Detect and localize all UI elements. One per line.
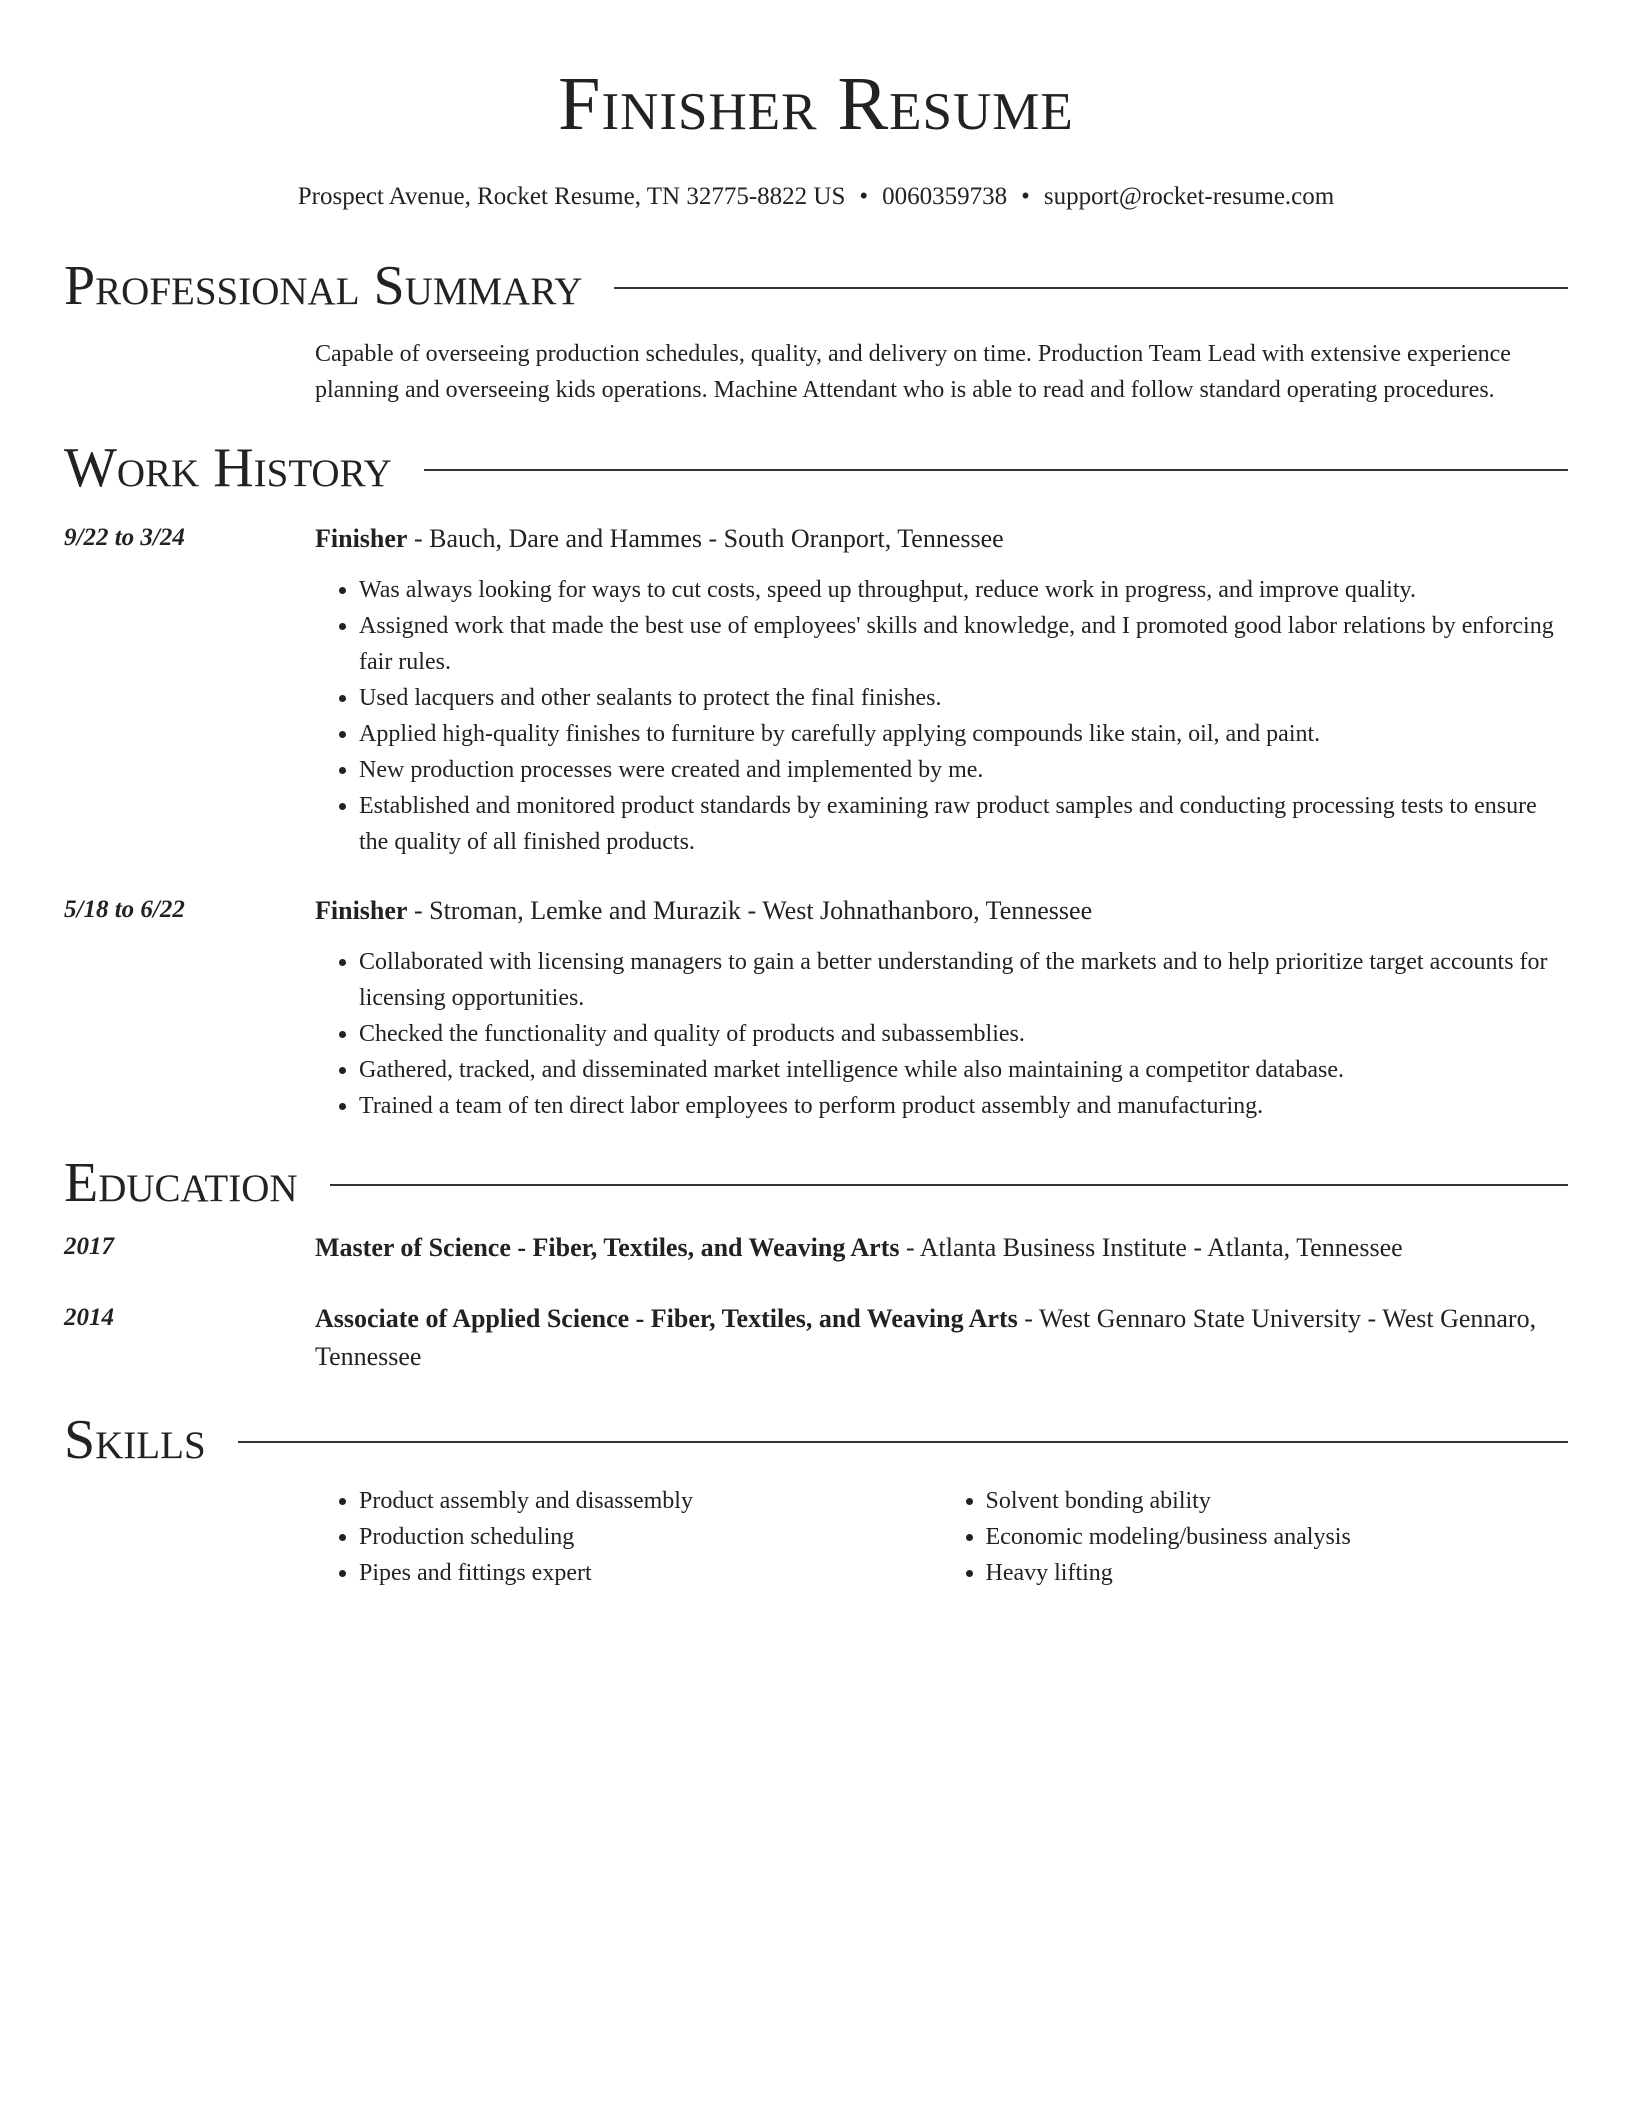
list-item: • Trained a team of ten direct labor employees to perform product assembly and manufacturing. — [359, 1088, 1568, 1124]
job-title-line — [315, 520, 1568, 558]
job-dates: 5/18 to 6/22 — [64, 896, 185, 923]
section-title: Work History — [64, 437, 392, 499]
contact-address: Prospect Avenue, Rocket Resume, TN 32775-8822 US — [297, 183, 846, 210]
job-title: Finisher — [315, 896, 408, 925]
summary-block — [64, 336, 1568, 408]
education-school: - Atlanta Business Institute - Atlanta, Tennessee — [899, 1233, 1403, 1262]
list-item: • Economic modeling/business analysis — [986, 1519, 1569, 1555]
education-section-heading — [64, 1152, 1568, 1214]
section-title: Professional Summary — [64, 255, 583, 317]
list-item: • Established and monitored product standards by examining raw product samples and conducting processing tests to ensure the quality of all finished products. — [359, 788, 1568, 860]
education-year: 2014 — [64, 1304, 114, 1331]
list-item: • Pipes and fittings expert — [359, 1555, 942, 1591]
list-item: • Solvent bonding ability — [986, 1483, 1569, 1519]
contact-line — [0, 182, 1632, 212]
summary-text: Capable of overseeing production schedules, quality, and delivery on time. Production Team Lead with extensive experience planning and overseeing kids operations. Machine Attendant who is able to read and follow standard operating procedures. — [315, 341, 1511, 403]
list-item: • New production processes were created and implemented by me. — [359, 752, 1568, 788]
list-item: • Used lacquers and other sealants to protect the final finishes. — [359, 680, 1568, 716]
job-bullets — [315, 944, 1568, 1124]
list-item: • Applied high-quality finishes to furniture by carefully applying compounds like stain, oil, and paint. — [359, 716, 1568, 752]
education-school: - West Gennaro State University - West Gennaro, Tennessee — [315, 1304, 1537, 1371]
section-divider — [614, 287, 1568, 289]
work-section-heading — [64, 437, 1568, 499]
section-title: Skills — [64, 1409, 206, 1471]
list-item: • Production scheduling — [359, 1519, 942, 1555]
job-employer: - Stroman, Lemke and Murazik - West Johnathanboro, Tennessee — [407, 896, 1093, 925]
job-title-line — [315, 892, 1568, 930]
contact-separator: • — [859, 183, 869, 210]
summary-section-heading — [64, 255, 1568, 317]
education-degree: Associate of Applied Science - Fiber, Textiles, and Weaving Arts — [315, 1304, 1018, 1333]
job-bullets — [315, 572, 1568, 860]
job-dates: 9/22 to 3/24 — [64, 524, 185, 551]
job-title: Finisher — [315, 524, 408, 553]
job-entry — [64, 520, 1568, 860]
list-item: • Was always looking for ways to cut costs, speed up throughput, reduce work in progress, and improve quality. — [359, 572, 1568, 608]
skills-section-heading — [64, 1409, 1568, 1471]
section-divider — [330, 1184, 1568, 1186]
list-item: • Assigned work that made the best use of employees' skills and knowledge, and I promoted good labor relations by enforcing fair rules. — [359, 608, 1568, 680]
list-item: • Gathered, tracked, and disseminated market intelligence while also maintaining a competitor database. — [359, 1052, 1568, 1088]
contact-phone: 0060359738 — [882, 183, 1008, 210]
list-item: • Collaborated with licensing managers to gain a better understanding of the markets and to help prioritize target accounts for licensing opportunities. — [359, 944, 1568, 1016]
resume-title: Finisher Resume — [558, 62, 1074, 146]
list-item: • Product assembly and disassembly — [359, 1483, 942, 1519]
job-entry — [64, 892, 1568, 1124]
contact-separator: • — [1021, 183, 1030, 210]
job-employer: - Bauch, Dare and Hammes - South Oranport, Tennessee — [407, 524, 1004, 553]
skills-block — [64, 1483, 1568, 1591]
education-line — [315, 1300, 1568, 1376]
skills-list-left — [315, 1483, 942, 1591]
education-line — [315, 1229, 1568, 1267]
skills-list-right — [942, 1483, 1569, 1591]
list-item: • Heavy lifting — [986, 1555, 1569, 1591]
section-divider — [238, 1441, 1568, 1443]
education-year: 2017 — [64, 1233, 114, 1260]
education-entry — [64, 1229, 1568, 1267]
list-item: • Checked the functionality and quality of products and subassemblies. — [359, 1016, 1568, 1052]
section-title: Education — [64, 1152, 298, 1214]
contact-email: support@rocket-resume.com — [1043, 183, 1335, 210]
education-degree: Master of Science - Fiber, Textiles, and Weaving Arts — [315, 1233, 900, 1262]
education-entry — [64, 1300, 1568, 1376]
section-divider — [424, 469, 1568, 471]
